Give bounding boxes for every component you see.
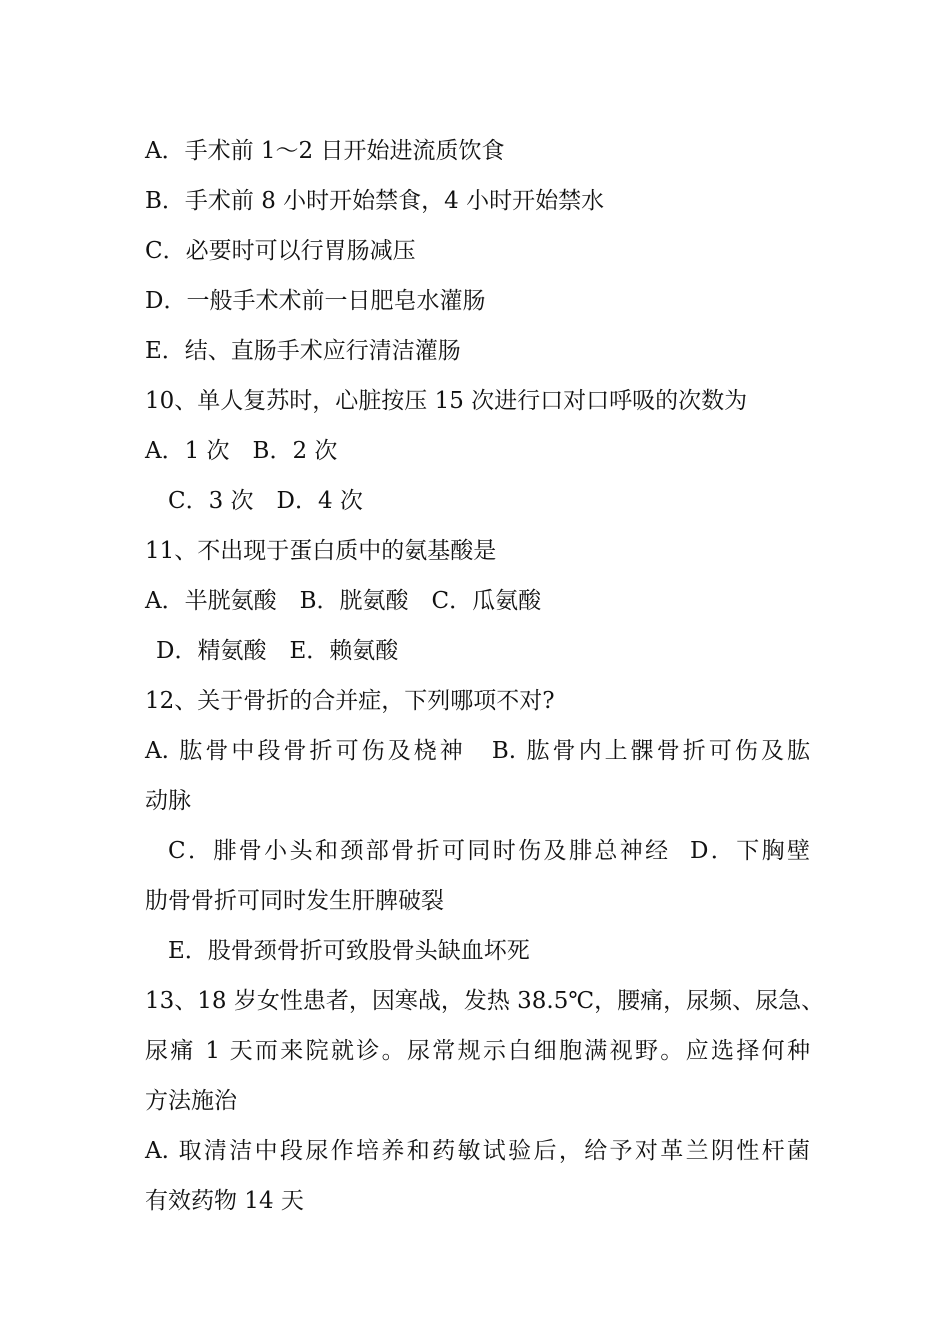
question-13: 13、18 岁女性患者，因寒战，发热 38.5℃，腰痛，尿频、尿急、 — [145, 988, 825, 1014]
question-13-option-a-cont: 有效药物 14 天 — [145, 1188, 304, 1214]
question-12-options-cd: C．腓骨小头和颈部骨折可同时伤及腓总神经 D．下胸壁 — [168, 838, 810, 864]
question-11-options-de: D．精氨酸 E．赖氨酸 — [156, 638, 399, 664]
question-12: 12、关于骨折的合并症，下列哪项不对? — [145, 688, 555, 714]
question-11: 11、不出现于蛋白质中的氨基酸是 — [145, 538, 497, 564]
question-13-option-a: A. 取清洁中段尿作培养和药敏试验后，给予对革兰阴性杆菌 — [145, 1138, 810, 1164]
option-line-c: C．必要时可以行胃肠减压 — [145, 238, 416, 264]
document-body — [145, 126, 825, 1226]
option-line-a: A．手术前 1～2 日开始进流质饮食 — [145, 138, 505, 164]
option-line-e: E．结、直肠手术应行清洁灌肠 — [145, 338, 461, 364]
question-13-cont-2: 方法施治 — [145, 1088, 237, 1114]
question-10: 10、单人复苏时，心脏按压 15 次进行口对口呼吸的次数为 — [145, 388, 748, 414]
question-11-options-abc: A．半胱氨酸 B．胱氨酸 C．瓜氨酸 — [145, 588, 542, 614]
question-10-options-ab: A．1 次 B．2 次 — [145, 438, 338, 464]
question-12-options-cd-cont: 肋骨骨折可同时发生肝脾破裂 — [145, 888, 444, 914]
option-line-d: D．一般手术术前一日肥皂水灌肠 — [145, 288, 486, 314]
question-12-options-ab-cont: 动脉 — [145, 788, 191, 814]
question-12-options-ab: A. 肱骨中段骨折可伤及桡神 B. 肱骨内上髁骨折可伤及肱 — [145, 738, 810, 764]
question-12-option-e: E．股骨颈骨折可致股骨头缺血坏死 — [168, 938, 530, 964]
option-line-b: B．手术前 8 小时开始禁食，4 小时开始禁水 — [145, 188, 605, 214]
question-10-options-cd: C．3 次 D．4 次 — [168, 488, 363, 514]
question-13-cont-1: 尿痛 1 天而来院就诊。尿常规示白细胞满视野。应选择何种 — [145, 1038, 810, 1064]
